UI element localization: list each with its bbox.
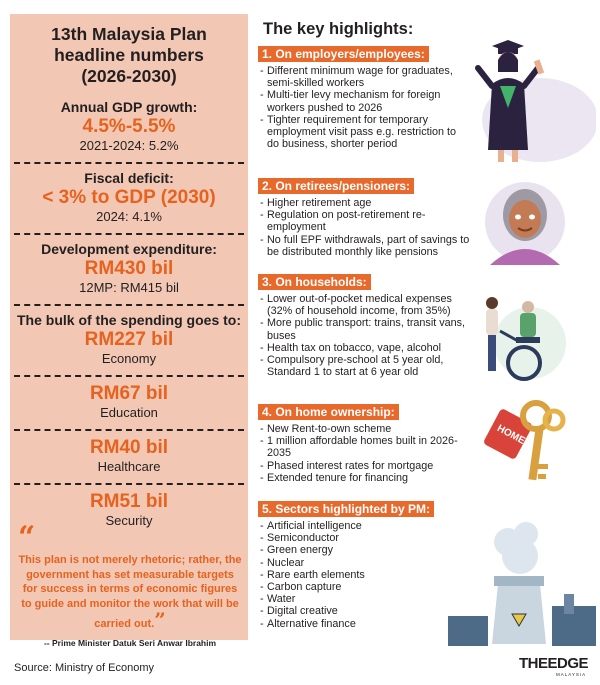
- devex-label: Development expenditure:: [41, 241, 217, 257]
- wheelchair-illustration: [470, 291, 566, 387]
- divider: [14, 304, 244, 306]
- retiree-illustration: [484, 179, 566, 265]
- list-item: - Alternative finance: [258, 618, 458, 630]
- list-item: - Phased interest rates for mortgage: [258, 460, 458, 472]
- fiscal-label: Fiscal deficit:: [84, 170, 174, 186]
- fiscal-block: [10, 170, 248, 225]
- list-item: - Water: [258, 593, 458, 605]
- section-title: 4. On home ownership:: [258, 404, 399, 420]
- spending-item: RM40 bil Healthcare: [89, 437, 169, 474]
- list-item: - Regulation on post-retirement re-employment: [258, 209, 478, 233]
- divider: [14, 162, 244, 164]
- fiscal-value: < 3% to GDP (2030): [42, 187, 216, 208]
- gdp-block: [10, 99, 248, 154]
- gdp-value: 4.5%-5.5%: [82, 116, 176, 137]
- section-retirees: [258, 177, 478, 258]
- list-item: - Nuclear: [258, 557, 458, 569]
- gdp-label: Annual GDP growth:: [60, 99, 198, 115]
- devex-block: [10, 241, 248, 296]
- section-sectors: [258, 500, 458, 630]
- list-item: - Green energy: [258, 544, 458, 556]
- logo-subtitle: MALAYSIA: [556, 672, 587, 677]
- list-item: - Different minimum wage for graduates, semi-skilled workers: [258, 65, 463, 89]
- graduate-illustration: [462, 38, 596, 166]
- close-quote-icon: ”: [154, 608, 166, 632]
- pm-quote: [18, 520, 242, 648]
- list-item: - Health tax on tobacco, vape, alcohol: [258, 342, 478, 354]
- list-item: - 1 million affordable homes built in 2026-2035: [258, 435, 458, 459]
- list-item: - Semiconductor: [258, 532, 458, 544]
- headline-panel: [10, 14, 248, 648]
- spending-block: [10, 312, 248, 529]
- section-title: 2. On retirees/pensioners:: [258, 178, 414, 194]
- spending-label: The bulk of the spending goes to:: [17, 312, 241, 328]
- panel-title: 13th Malaysia Plan headline numbers (2026-2030): [51, 24, 207, 86]
- list-item: - Digital creative: [258, 605, 458, 617]
- the-edge-logo: THEEDGE: [519, 655, 589, 672]
- list-item: - Higher retirement age: [258, 197, 478, 209]
- industry-illustration: [448, 520, 598, 648]
- section-households: [258, 273, 478, 378]
- open-quote-icon: “: [18, 520, 36, 555]
- fiscal-sub: 2024: 4.1%: [96, 209, 162, 224]
- list-item: - Rare earth elements: [258, 569, 458, 581]
- devex-value: RM430 bil: [84, 258, 174, 279]
- list-item: - Tighter requirement for temporary employment visit pass e.g. restriction to do business, shorter period: [258, 114, 463, 151]
- list-item: - Artificial intelligence: [258, 520, 458, 532]
- highlights-heading: The key highlights:: [263, 20, 414, 38]
- list-item: - More public transport: trains, transit vans, buses: [258, 317, 478, 341]
- devex-sub: 12MP: RM415 bil: [79, 280, 179, 295]
- divider: [14, 233, 244, 235]
- section-title: 3. On households:: [258, 274, 371, 290]
- spending-item: RM51 bil Security: [89, 491, 169, 528]
- section-home-ownership: [258, 403, 458, 484]
- list-item: - Multi-tier levy mechanism for foreign workers pushed to 2026: [258, 89, 463, 113]
- house-keys-illustration: [482, 394, 566, 492]
- list-item: - Extended tenure for financing: [258, 472, 458, 484]
- list-item: - Lower out-of-pocket medical expenses (32% of household income, from 35%): [258, 293, 478, 317]
- list-item: - No full EPF withdrawals, part of savings to be distributed monthly like pensions: [258, 234, 478, 258]
- source-note: Source: Ministry of Economy: [14, 662, 154, 674]
- list-item: - Compulsory pre-school at 5 year old, Standard 1 to start at 6 year old: [258, 354, 478, 378]
- spending-item: RM227 bil Economy: [84, 329, 174, 366]
- key-tag-text: HOME: [495, 423, 527, 447]
- quote-attribution: -- Prime Minister Datuk Seri Anwar Ibrahim: [43, 637, 217, 648]
- gdp-sub: 2021-2024: 5.2%: [79, 138, 179, 153]
- section-employers: [258, 45, 463, 150]
- quote-text: This plan is not merely rhetoric; rather, the government has set measurable targets for success in terms of economic figures to guide and monitor the work that will be carried out.: [18, 554, 242, 630]
- list-item: - New Rent-to-own scheme: [258, 423, 458, 435]
- section-title: 1. On employers/employees:: [258, 46, 429, 62]
- spending-item: RM67 bil Education: [89, 383, 169, 420]
- divider: [14, 375, 244, 377]
- list-item: - Carbon capture: [258, 581, 458, 593]
- divider: [14, 483, 244, 485]
- divider: [14, 429, 244, 431]
- section-title: 5. Sectors highlighted by PM:: [258, 501, 434, 517]
